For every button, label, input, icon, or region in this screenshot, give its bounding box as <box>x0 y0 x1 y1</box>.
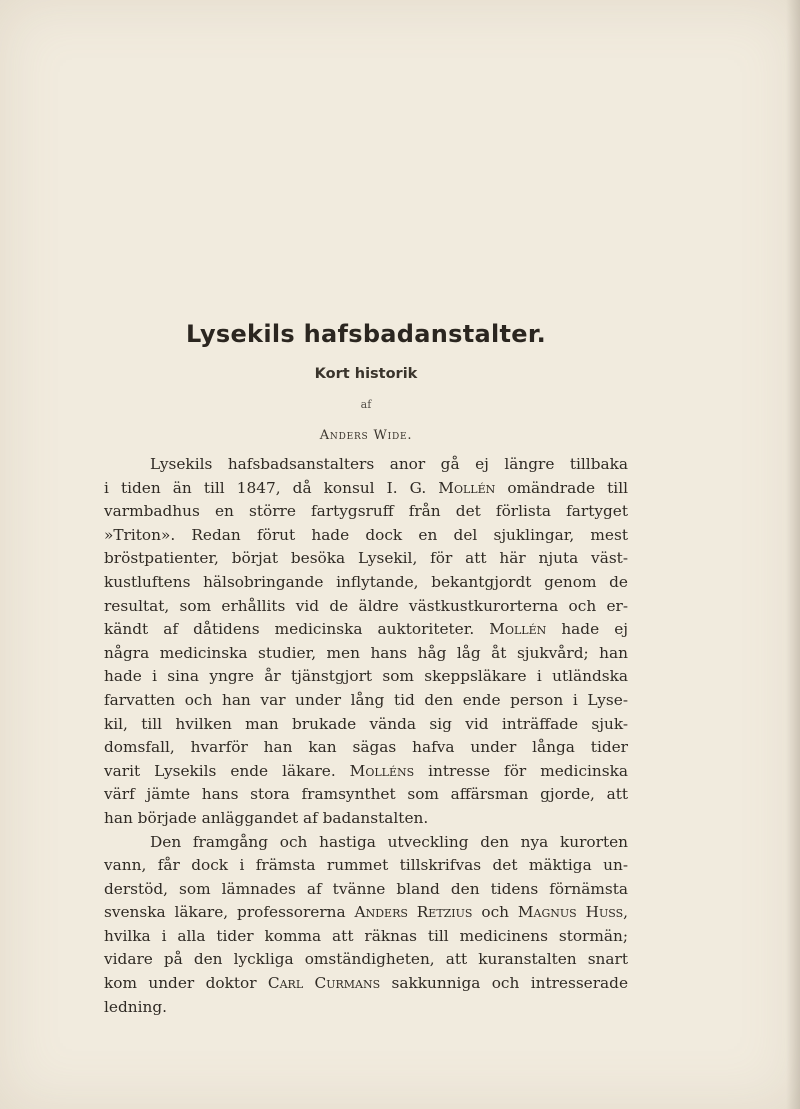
text-segment: intresse för medicinska <box>414 761 628 780</box>
text-line <box>104 807 628 831</box>
text-line <box>104 618 628 642</box>
text-line <box>104 854 628 878</box>
byline-prefix: af <box>360 398 372 411</box>
text-line <box>104 736 628 760</box>
text-line <box>104 996 628 1020</box>
text-line <box>104 453 628 477</box>
text-segment: varit Lysekils ende läkare. <box>104 761 350 780</box>
text-segment: varmbadhus en större fartygsruff från det förlista fartyget <box>104 502 628 521</box>
text-line <box>104 878 628 902</box>
text-segment: bröstpatienter, börjat besöka Lysekil, för att här njuta väst- <box>104 549 628 568</box>
text-line <box>104 571 628 595</box>
text-segment: kändt af dåtidens medicinska auktoriteter. <box>104 620 490 639</box>
text-line <box>104 925 628 949</box>
text-line <box>104 760 628 784</box>
text-segment: farvatten och han var under lång tid den ende person i Lyse- <box>104 690 628 709</box>
text-segment: kustluftens hälsobringande inflytande, bekantgjordt genom de <box>104 572 628 591</box>
text-line <box>104 948 628 972</box>
text-line <box>104 713 628 737</box>
text-line <box>104 972 628 996</box>
text-segment: Carl Curmans <box>267 974 381 993</box>
text-segment: sakkunniga och intresserade <box>380 974 629 993</box>
text-segment: hvilka i alla tider komma att räknas till medicinens stormän; <box>104 926 628 945</box>
text-segment: derstöd, som lämnades af tvänne bland den tidens förnämsta <box>104 879 628 898</box>
text-segment: Mollén <box>489 620 547 639</box>
text-segment: i tiden än till 1847, då konsul I. G. <box>104 478 439 497</box>
text-segment: hade i sina yngre år tjänstgjort som skeppsläkare i utländska <box>104 667 628 686</box>
author-name: Anders Wide. <box>319 428 413 443</box>
text-segment: vann, får dock i främsta rummet tillskrifvas det mäktiga un- <box>104 856 628 875</box>
text-line <box>104 642 628 666</box>
text-segment: han började anläggandet af badanstalten. <box>104 808 429 827</box>
text-line <box>104 547 628 571</box>
text-segment: Magnus Huss <box>517 903 624 922</box>
text-segment: Anders Retzius <box>354 903 473 922</box>
text-segment: ledning. <box>104 997 167 1016</box>
page-subtitle: Kort historik <box>314 366 418 382</box>
text-segment: domsfall, hvarför han kan sägas hafva under långa tider <box>104 738 628 757</box>
text-segment: Molléns <box>349 761 415 780</box>
text-segment: »Triton». Redan förut hade dock en del sjuklingar, mest <box>104 525 628 544</box>
page-edge-shadow <box>786 0 800 1109</box>
text-segment: , <box>623 903 628 922</box>
body-text <box>104 453 628 1019</box>
text-line <box>104 477 628 501</box>
text-line <box>104 901 628 925</box>
text-segment: hade ej <box>546 620 628 639</box>
text-segment: Mollén <box>438 478 496 497</box>
text-segment: kil, till hvilken man brukade vända sig vid inträffade sjuk- <box>104 714 628 733</box>
text-segment: vidare på den lyckliga omständigheten, att kuranstalten snart <box>104 950 628 969</box>
text-line <box>104 831 628 855</box>
text-segment: värf jämte hans stora framsynthet som affärsman gjorde, att <box>104 785 628 804</box>
text-segment: kom under doktor <box>104 974 268 993</box>
text-segment: Den framgång och hastiga utveckling den nya kurorten <box>150 832 628 851</box>
text-segment: svenska läkare, professorerna <box>104 903 355 922</box>
text-segment: och <box>472 903 518 922</box>
text-line <box>104 665 628 689</box>
text-line <box>104 689 628 713</box>
text-segment: resultat, som erhållits vid de äldre västkustkurorterna och er- <box>104 596 628 615</box>
text-segment: några medicinska studier, men hans håg låg åt sjukvård; han <box>104 643 628 662</box>
text-line <box>104 500 628 524</box>
text-line <box>104 524 628 548</box>
page-title: Lysekils hafsbadanstalter. <box>185 320 547 348</box>
text-line <box>104 783 628 807</box>
text-line <box>104 595 628 619</box>
text-segment: Lysekils hafsbadsanstalters anor gå ej längre tillbaka <box>150 455 628 473</box>
text-segment: omändrade till <box>495 478 628 497</box>
